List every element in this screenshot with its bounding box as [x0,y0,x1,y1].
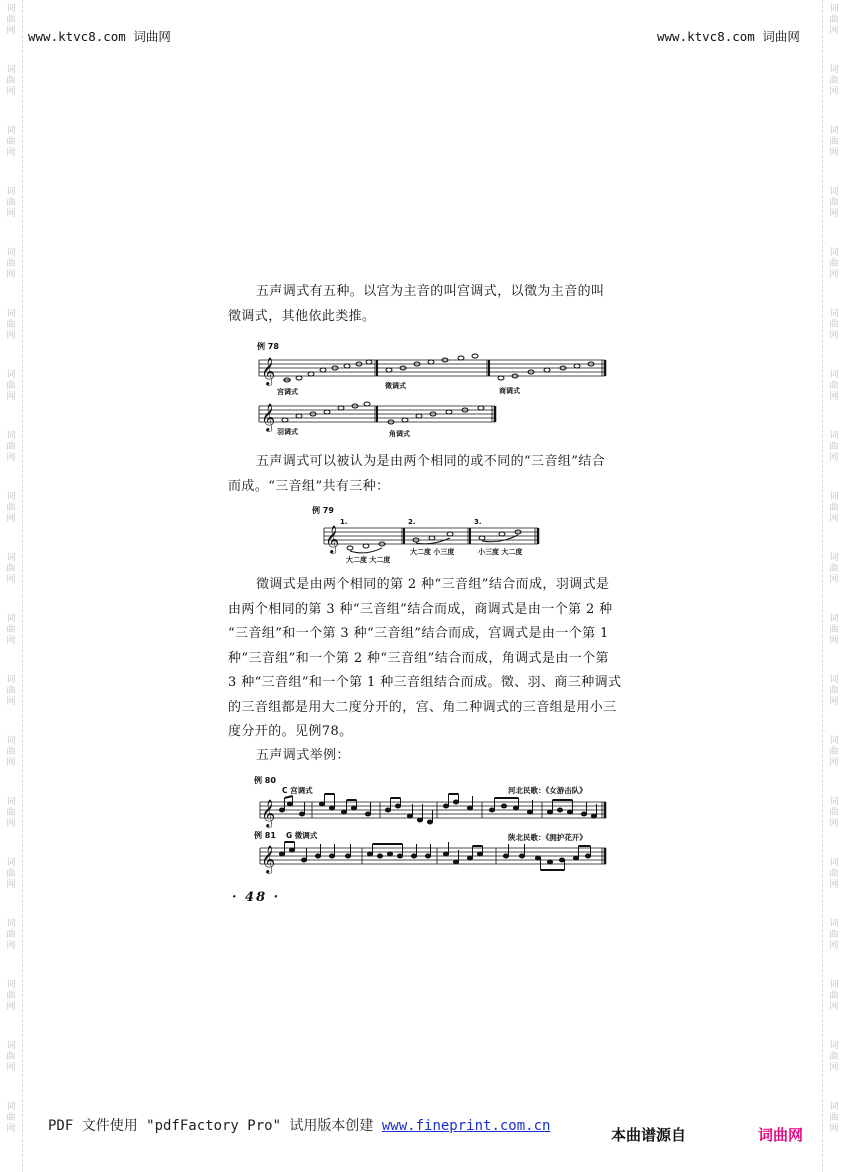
interval-label: 大二度 小三度 [410,548,455,556]
side-watermark: 词 曲 网 [829,492,839,524]
paragraph-line: 的三音组都是用大二度分开的，宫、角二种调式的三音组是用小三 [228,699,617,715]
side-watermark: 词 曲 网 [6,980,16,1012]
side-watermark: 词 曲 网 [829,736,839,768]
side-watermark: 词 曲 网 [829,675,839,707]
side-watermark: 词 曲 网 [6,65,16,97]
side-watermark: 词 曲 网 [6,736,16,768]
side-watermark: 词 曲 网 [829,309,839,341]
song-source: 陕北民歌：《拥护花开》 [508,833,587,842]
paragraph-line: “三音组”和一个第 3 种“三音组”结合而成，宫调式是由一个第 1 [228,626,609,641]
footer-pdf-notice [48,1115,550,1135]
side-watermark: 词 曲 网 [6,126,16,158]
music-example-78 [255,340,615,440]
paragraph-line: 五声调式举例： [256,748,350,763]
mode-label-shang: 商调式 [499,387,520,395]
paragraph-five-modes [228,280,628,329]
treble-clef-icon: 𝄞 [261,799,276,827]
side-watermark: 词 曲 网 [829,1041,839,1073]
side-watermark: 词 曲 网 [829,248,839,280]
paragraph-examples-heading [228,744,628,769]
side-watermark: 词 曲 网 [829,370,839,402]
side-watermark: 词 曲 网 [6,431,16,463]
mode-label-gong: 宫调式 [277,388,298,396]
side-watermark: 词 曲 网 [6,309,16,341]
side-watermark: 词 曲 网 [829,980,839,1012]
paragraph-line: 徵调式，其他依此类推。 [228,308,376,324]
paragraph-mode-structure [228,573,628,745]
page-number: · 48 · [232,890,281,905]
side-watermark: 词 曲 网 [6,4,16,36]
paragraph-three-note-groups [228,450,628,499]
side-watermark: 词 曲 网 [829,553,839,585]
side-watermark: 词 曲 网 [6,797,16,829]
paragraph-line: 由两个相同的第 3 种“三音组”结合而成，商调式是由一个第 2 种 [228,601,613,617]
paragraph-line: 度分开的。见例78。 [228,724,353,739]
side-watermark: 词 曲 网 [6,614,16,646]
side-watermark: 词 曲 网 [829,858,839,890]
paragraph-line: 种“三音组”和一个第 2 种“三音组”结合而成，角调式是由一个第 [228,650,609,666]
example-label: 例 81 [254,831,276,840]
side-watermark: 词 曲 网 [829,614,839,646]
side-watermark: 词 曲 网 [6,1041,16,1073]
example-label: 例 78 [257,342,279,351]
notes-row-2 [282,402,484,424]
header-url-left[interactable]: www.ktvc8.com 词曲网 [28,29,171,44]
side-watermark: 词 曲 网 [829,126,839,158]
side-watermark: 词 曲 网 [6,1102,16,1134]
footer-pdf-text: PDF 文件使用 "pdfFactory Pro" 试用版本创建 [48,1118,382,1134]
example-label: 例 79 [312,506,334,515]
mode-label-jue: 角调式 [389,430,410,438]
side-watermark: 词 曲 网 [6,553,16,585]
side-watermark: 词 曲 网 [6,492,16,524]
treble-clef-icon: 𝄞 [261,403,276,431]
song-source: 河北民歌：《女游击队》 [508,786,587,795]
footer-brand-link[interactable]: 词曲网 [758,1126,804,1144]
paragraph-line: 五声调式有五种。以宫为主音的叫宫调式，以徵为主音的叫 [256,284,605,299]
footer-pdf-link[interactable]: www.fineprint.com.cn [381,1118,551,1134]
header-url-right[interactable]: www.ktvc8.com 词曲网 [657,29,800,44]
group-number: 1. [340,518,348,526]
music-example-79 [310,504,550,566]
side-watermark: 词 曲 网 [829,4,839,36]
interval-label: 小三度 大二度 [478,548,523,556]
staff-row-1 [259,360,605,376]
mode-label: C 宫调式 [282,786,313,795]
paragraph-line: 3 种“三音组”和一个第 1 种三音组结合而成。徵、羽、商三种调式 [228,675,622,690]
example-label: 例 80 [254,776,276,785]
treble-clef-icon: 𝄞 [325,525,340,553]
treble-clef-icon: 𝄞 [261,357,276,385]
side-watermark: 词 曲 网 [6,248,16,280]
side-watermark: 词 曲 网 [6,675,16,707]
music-examples-80-81 [252,774,612,876]
paragraph-line: 五声调式可以被认为是由两个相同的或不同的“三音组”结合 [256,454,606,469]
side-watermark: 词 曲 网 [829,65,839,97]
side-watermark: 词 曲 网 [6,858,16,890]
side-watermark: 词 曲 网 [6,370,16,402]
mode-label-zhi: 徵调式 [385,382,406,390]
side-watermark: 词 曲 网 [829,431,839,463]
footer-source-label: 本曲谱源自 [611,1126,687,1144]
interval-label: 大二度 大二度 [346,556,391,564]
side-watermark: 词 曲 网 [6,187,16,219]
notes-ex80 [279,794,596,824]
staff-row-2 [259,406,495,422]
staff-ex81 [260,848,606,864]
left-watermark-strip [0,0,23,1172]
side-watermark: 词 曲 网 [6,919,16,951]
group-number: 3. [474,518,482,526]
side-watermark: 词 曲 网 [829,187,839,219]
side-watermark: 词 曲 网 [829,797,839,829]
mode-label-yu: 羽调式 [277,428,298,436]
right-watermark-strip [822,0,844,1172]
treble-clef-icon: 𝄞 [261,845,276,873]
paragraph-line: 而成。“三音组”共有三种： [228,478,390,494]
mode-label: G 徵调式 [286,831,318,840]
side-watermark: 词 曲 网 [829,919,839,951]
side-watermark: 词 曲 网 [829,1102,839,1134]
group-number: 2. [408,518,416,526]
paragraph-line: 徵调式是由两个相同的第 2 种“三音组”结合而成，羽调式是 [256,577,610,592]
